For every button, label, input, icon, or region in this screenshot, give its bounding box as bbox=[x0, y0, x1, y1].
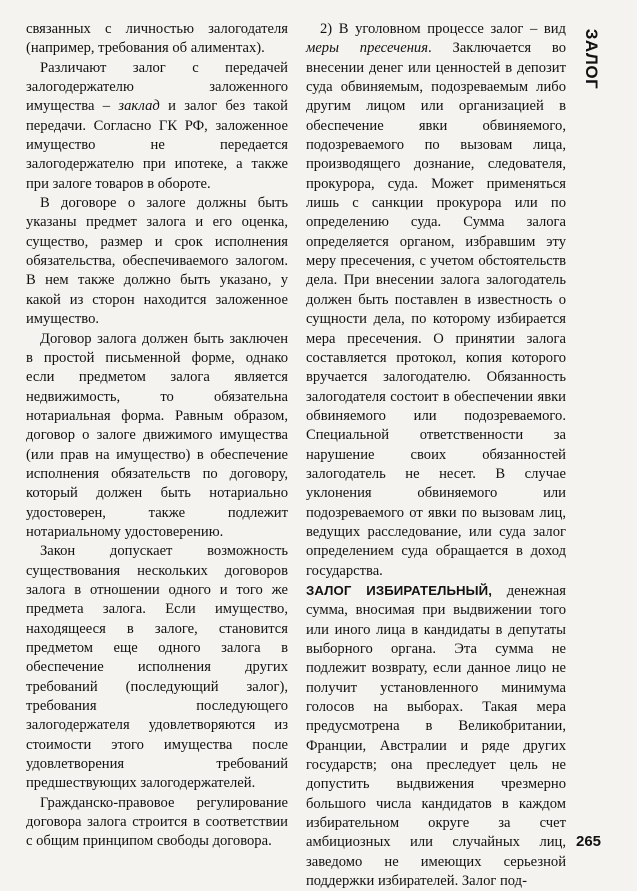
paragraph-text: . Заключается во внесении денег или ценностей в депозит суда обвиняемым, подозреваемым либо другим лицом или организацией в обеспечение явки обвиняемого, подозреваемого по вызовам лица, производящего дознание, следователя, прокурора, суда. Может применяться лишь с санкции прокурора или по определению суда. Сумма залога определяется органом, избравшим эту меру пресечения, с учетом обстоятельств дела. При внесении залога залогодатель должен быть поставлен в известность о сущности дела, по которому избирается мера пресечения. О принятии залога составляется протокол, копия которого вручается залогодателю. Обязанность залогодателя состоит в обеспечении явки обвиняемого или подозреваемого. Специальной ответственности за нарушение своих обязанностей залогодатель не несет. В случае уклонения обвиняемого или подозреваемого от явки по вызовам лиц, ведущих расследование, или суда залог определением суда обращается в доход государства. bbox=[306, 40, 566, 579]
italic-term: заклад bbox=[118, 98, 160, 115]
italic-term: меры пресечения bbox=[306, 40, 429, 57]
paragraph-text: Различают залог с передачей залогодержателю заложенного имущества – bbox=[26, 59, 288, 115]
entry-paragraph bbox=[306, 581, 566, 891]
left-column bbox=[26, 20, 288, 852]
paragraph: Гражданско-правовое регулирование договора залога строится в соответствии с общим принципом свободы договора. bbox=[26, 794, 288, 850]
paragraph-text: и залог без такой передачи. Согласно ГК РФ, заложенное имущество не передается залогодержателю при ипотеке, а также при залоге товаров в обороте. bbox=[26, 98, 288, 192]
paragraph: Договор залога должен быть заключен в простой письменной форме, однако если предметом залога является недвижимость, то обязательна нотариальная форма. Равным образом, договор о залоге движимого имущества (или прав на имущество) в обеспечение исполнения обязательств по договору, который должен быть нотариально удостоверен, также подлежит нотариальному удостоверению. bbox=[26, 330, 288, 540]
right-column bbox=[306, 20, 566, 891]
paragraph bbox=[26, 59, 288, 194]
paragraph-text: 2) В уголовном процессе залог – вид bbox=[320, 21, 566, 37]
running-head-text: ЗАЛОГ bbox=[582, 28, 601, 90]
running-head bbox=[574, 28, 608, 90]
paragraph: В договоре о залоге должны быть указаны предмет залога и его оценка, существо, размер и срок исполнения обязательства, обеспечиваемого залогом. В нем также должно быть указано, у какой из сторон находится заложенное имущество. bbox=[26, 195, 288, 328]
page-number: 265 bbox=[576, 833, 602, 850]
entry-term: ЗАЛОГ ИЗБИРАТЕЛЬНЫЙ, bbox=[306, 582, 493, 598]
paragraph: связанных с личностью залогодателя (например, требования об алиментах). bbox=[26, 21, 288, 57]
paragraph bbox=[306, 20, 566, 581]
paragraph: Закон допускает возможность существования нескольких договоров залога в отношении одного и того же предмета залога. Если имущество, находящееся в залоге, становится предметом еще одного залога в обеспечение исполнения других требований (последующий залог), требования последующего залогодержателя удовлетворяются из стоимости этого имущества после удовлетворения требований предшествующих залогодержателей. bbox=[26, 543, 288, 792]
paragraph-text: денежная сумма, вносимая при выдвижении того или иного лица в кандидаты в депутаты выборного органа. Эта сумма не подлежит возврату, если данное лицо не получит установленного минимума голосов на выборах. Такая мера предусмотрена в Великобритании, Франции, Австралии и ряде других государств; она преследует цель не допустить выдвижения чрезмерно большого числа кандидатов в каждом избирательном округе за счет амбициозных или случайных лиц, заведомо не имеющих серьезной поддержки избирателей. Залог под- bbox=[306, 582, 566, 890]
